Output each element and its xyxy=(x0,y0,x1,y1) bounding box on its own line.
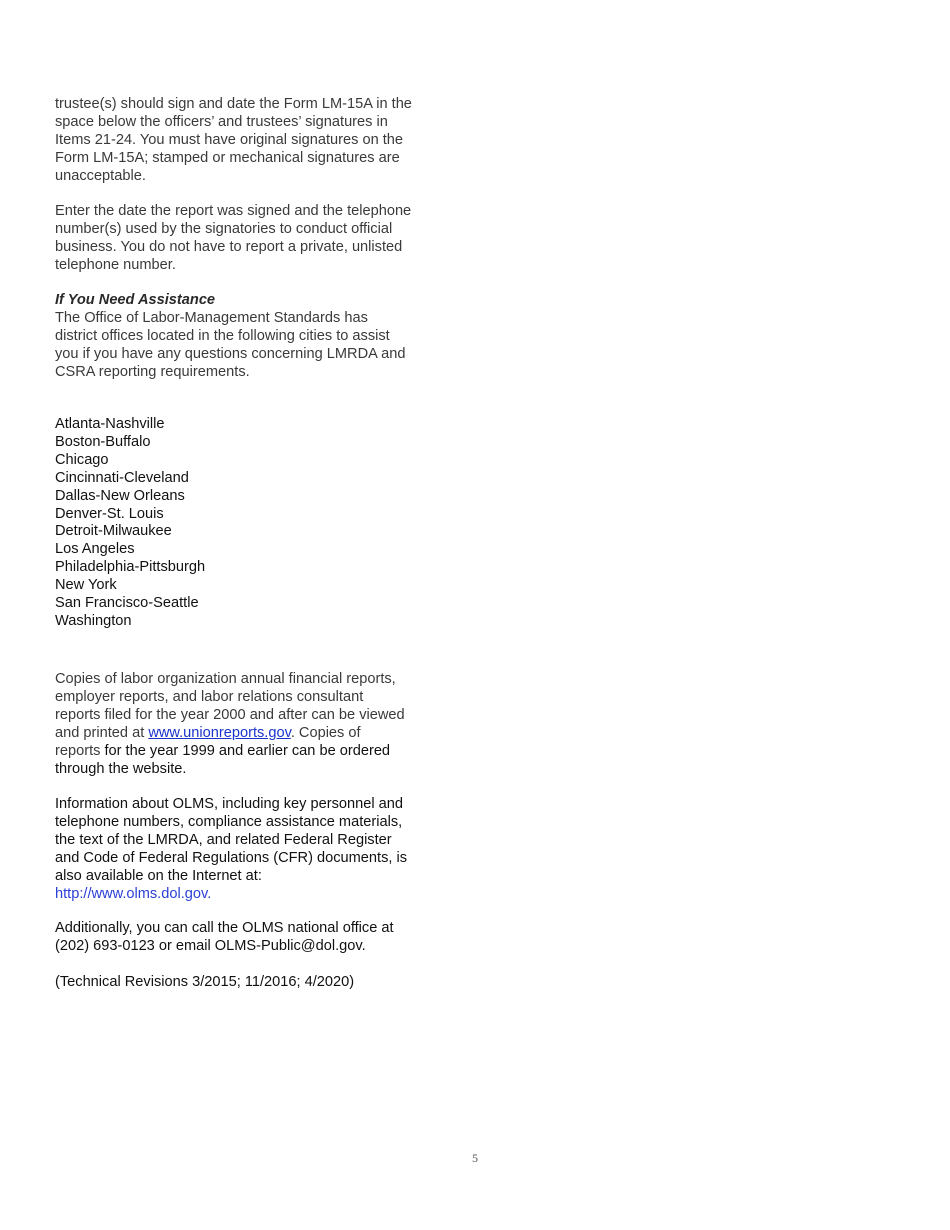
text-line xyxy=(55,725,445,743)
text-line: Copies of labor organization annual financial reports, xyxy=(55,671,396,687)
text-line: Items 21-24. You must have original signatures on the xyxy=(55,131,404,148)
text-line: Form LM-15A; stamped or mechanical signatures are xyxy=(55,149,400,166)
text-line: The Office of Labor-Management Standards has xyxy=(55,309,368,326)
text-line: reports filed for the year 2000 and after can be viewed xyxy=(55,706,405,723)
text-line: through the website. xyxy=(55,760,187,777)
list-item: San Francisco-Seattle xyxy=(55,595,199,612)
text-line: space below the officers’ and trustees’ signatures in xyxy=(55,113,388,130)
list-item: Cincinnati-Cleveland xyxy=(55,469,189,486)
list-item: Washington xyxy=(55,612,132,629)
text-line: unacceptable. xyxy=(55,167,146,184)
text-fragment: . Copies of xyxy=(290,724,361,741)
paragraph-olms-information xyxy=(55,796,445,903)
olms-website-link[interactable]: http://www.olms.dol.gov. xyxy=(55,885,212,902)
assistance-heading: If You Need Assistance xyxy=(55,292,216,308)
paragraph-signatures xyxy=(55,96,445,186)
text-fragment: reports xyxy=(55,742,101,759)
list-item: Atlanta-Nashville xyxy=(55,416,165,432)
district-office-list xyxy=(55,416,445,631)
text-line: telephone number. xyxy=(55,256,176,273)
text-line: Additionally, you can call the OLMS national office at xyxy=(55,920,394,936)
page-number: 5 xyxy=(472,1151,478,1165)
text-line: (Technical Revisions 3/2015; 11/2016; 4/2020) xyxy=(55,974,355,990)
list-item: New York xyxy=(55,577,117,594)
text-fragment: for the year 1999 and earlier can be ordered xyxy=(100,742,391,759)
text-line xyxy=(55,743,445,761)
text-line: number(s) used by the signatories to conduct official xyxy=(55,220,393,237)
list-item: Boston-Buffalo xyxy=(55,433,151,450)
list-item: Denver-St. Louis xyxy=(55,505,164,522)
text-line: district offices located in the following cities to assist xyxy=(55,327,390,344)
text-line: telephone numbers, compliance assistance materials, xyxy=(55,813,403,830)
unionreports-link[interactable]: www.unionreports.gov xyxy=(148,724,291,741)
text-line: trustee(s) should sign and date the Form LM-15A in the xyxy=(55,96,412,112)
text-fragment: and printed at xyxy=(55,724,149,741)
text-line: employer reports, and labor relations consultant xyxy=(55,688,364,705)
list-item: Detroit-Milwaukee xyxy=(55,523,172,540)
text-line: also available on the Internet at: xyxy=(55,867,262,884)
revision-note xyxy=(55,974,445,992)
text-line: CSRA reporting requirements. xyxy=(55,363,250,380)
list-item: Chicago xyxy=(55,451,109,468)
list-item: Los Angeles xyxy=(55,541,135,558)
paragraph-date-telephone xyxy=(55,203,445,275)
text-line: you if you have any questions concerning LMRDA and xyxy=(55,345,406,362)
paragraph-copies-of-reports xyxy=(55,671,445,778)
paragraph-contact xyxy=(55,920,445,956)
text-line: Enter the date the report was signed and the telephone xyxy=(55,203,412,219)
text-line: (202) 693-0123 or email OLMS-Public@dol.gov. xyxy=(55,937,366,954)
text-line: business. You do not have to report a private, unlisted xyxy=(55,238,403,255)
list-item: Philadelphia-Pittsburgh xyxy=(55,559,206,576)
text-line: the text of the LMRDA, and related Federal Register xyxy=(55,831,392,848)
text-line: and Code of Federal Regulations (CFR) documents, is xyxy=(55,849,408,866)
list-item: Dallas-New Orleans xyxy=(55,487,185,504)
text-line: Information about OLMS, including key personnel and xyxy=(55,796,404,812)
assistance-section xyxy=(55,292,445,382)
